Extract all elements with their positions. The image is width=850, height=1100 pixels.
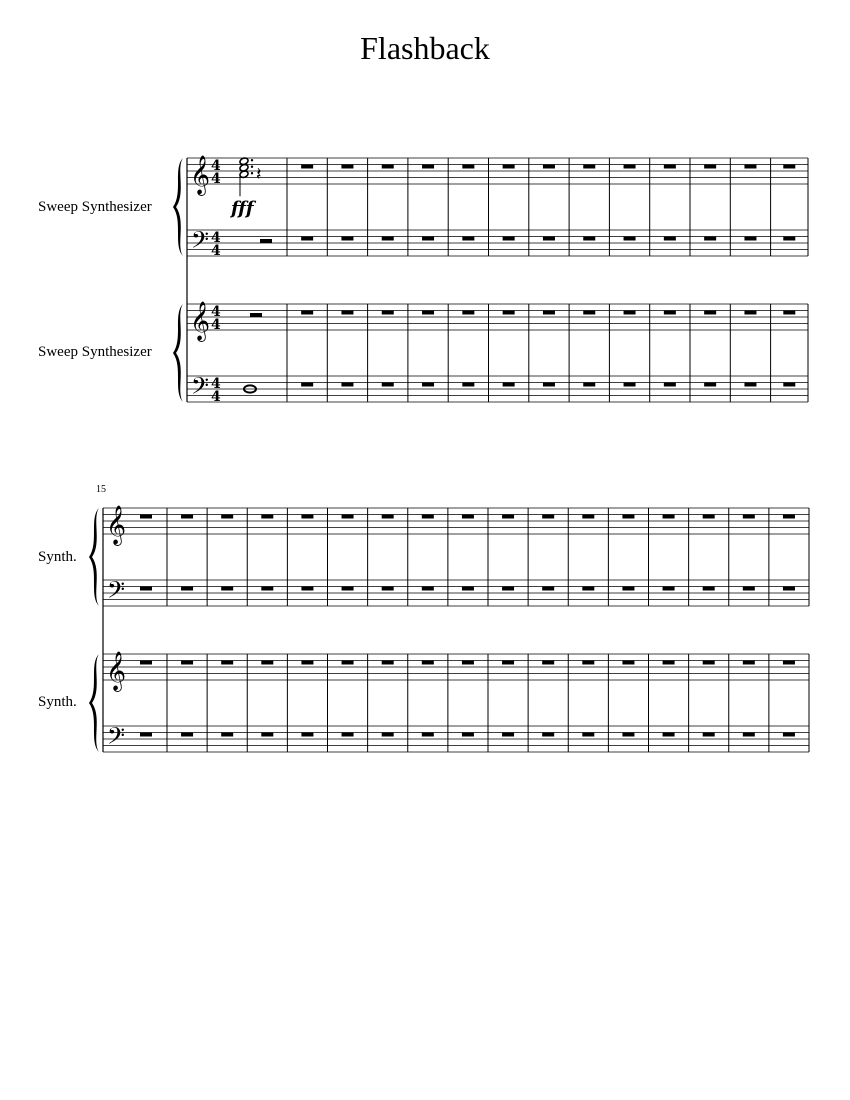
whole-rest	[503, 165, 515, 169]
whole-rest	[301, 383, 313, 387]
whole-rest	[582, 587, 594, 591]
whole-rest	[261, 515, 273, 519]
whole-rest	[503, 311, 515, 315]
whole-rest	[301, 661, 313, 665]
whole-rest	[261, 587, 273, 591]
whole-rest	[622, 661, 634, 665]
whole-rest	[703, 661, 715, 665]
dynamic-fff: fff	[231, 198, 254, 219]
whole-rest	[663, 661, 675, 665]
whole-rest	[382, 661, 394, 665]
whole-rest	[664, 165, 676, 169]
whole-rest	[704, 311, 716, 315]
whole-rest	[502, 661, 514, 665]
time-signature-top: 4	[211, 230, 221, 246]
whole-rest	[462, 515, 474, 519]
whole-rest	[664, 311, 676, 315]
brace	[173, 158, 183, 256]
whole-rest	[744, 237, 756, 241]
whole-rest	[663, 733, 675, 737]
whole-rest	[342, 733, 354, 737]
whole-rest	[664, 237, 676, 241]
whole-rest	[503, 383, 515, 387]
treble-clef-icon: 𝄞	[106, 505, 127, 545]
whole-rest	[783, 733, 795, 737]
whole-rest	[503, 237, 515, 241]
whole-rest	[622, 515, 634, 519]
whole-rest	[783, 661, 795, 665]
time-signature-top: 4	[211, 304, 221, 320]
whole-rest	[542, 587, 554, 591]
whole-rest	[582, 661, 594, 665]
part-label-system2-part2: Synth.	[38, 694, 77, 710]
whole-rest	[582, 515, 594, 519]
whole-rest	[704, 165, 716, 169]
whole-rest	[181, 733, 193, 737]
whole-rest	[783, 587, 795, 591]
bass-clef-icon: 𝄢	[107, 576, 126, 609]
whole-rest	[624, 165, 636, 169]
treble-clef-icon: 𝄞	[106, 651, 127, 691]
whole-rest	[422, 733, 434, 737]
whole-rest	[502, 587, 514, 591]
bass-clef-icon: 𝄢	[191, 226, 210, 259]
whole-rest	[583, 165, 595, 169]
whole-rest	[301, 733, 313, 737]
time-signature-bottom: 4	[211, 317, 221, 333]
whole-rest	[583, 383, 595, 387]
whole-rest	[422, 661, 434, 665]
whole-rest	[664, 383, 676, 387]
whole-rest	[624, 237, 636, 241]
whole-rest	[703, 515, 715, 519]
whole-rest	[140, 587, 152, 591]
whole-rest	[663, 515, 675, 519]
whole-rest	[341, 165, 353, 169]
whole-rest	[221, 515, 233, 519]
whole-rest	[301, 515, 313, 519]
whole-rest	[744, 383, 756, 387]
whole-rest	[382, 237, 394, 241]
whole-rest	[342, 661, 354, 665]
whole-rest	[382, 383, 394, 387]
whole-rest	[783, 311, 795, 315]
whole-rest	[382, 733, 394, 737]
whole-rest	[462, 165, 474, 169]
whole-rest	[704, 237, 716, 241]
whole-rest	[422, 165, 434, 169]
half-rest	[250, 313, 262, 317]
whole-rest	[301, 311, 313, 315]
bass-clef-icon: 𝄢	[191, 372, 210, 405]
whole-rest	[582, 733, 594, 737]
whole-rest	[663, 587, 675, 591]
whole-rest	[261, 733, 273, 737]
whole-rest	[181, 661, 193, 665]
whole-rest	[542, 661, 554, 665]
part-label-system1-part2: Sweep Synthesizer	[38, 344, 152, 360]
whole-rest	[341, 237, 353, 241]
whole-rest	[261, 661, 273, 665]
whole-rest	[181, 587, 193, 591]
whole-rest	[181, 515, 193, 519]
whole-rest	[743, 587, 755, 591]
whole-rest	[744, 165, 756, 169]
half-rest	[260, 239, 272, 243]
time-signature-top: 4	[211, 376, 221, 392]
whole-rest	[622, 733, 634, 737]
whole-rest	[422, 587, 434, 591]
whole-rest	[462, 311, 474, 315]
whole-rest	[301, 587, 313, 591]
whole-rest	[140, 733, 152, 737]
measure-number: 15	[96, 484, 106, 495]
whole-rest	[221, 587, 233, 591]
whole-rest	[543, 237, 555, 241]
whole-rest	[462, 733, 474, 737]
whole-rest	[783, 515, 795, 519]
whole-rest	[341, 311, 353, 315]
part-label-system2-part1: Synth.	[38, 549, 77, 565]
time-signature-top: 4	[211, 158, 221, 174]
whole-rest	[542, 733, 554, 737]
quarter-rest-icon: 𝄽	[256, 164, 262, 185]
augmentation-dot	[251, 159, 253, 161]
treble-clef-icon: 𝄞	[190, 301, 211, 341]
whole-rest	[462, 237, 474, 241]
whole-rest	[382, 165, 394, 169]
whole-rest	[301, 165, 313, 169]
whole-rest	[382, 587, 394, 591]
whole-rest	[703, 733, 715, 737]
whole-rest	[342, 587, 354, 591]
whole-rest	[783, 165, 795, 169]
whole-rest	[743, 733, 755, 737]
whole-rest	[502, 733, 514, 737]
whole-rest	[622, 587, 634, 591]
whole-rest	[422, 311, 434, 315]
bass-clef-icon: 𝄢	[107, 722, 126, 755]
whole-rest	[221, 733, 233, 737]
whole-rest	[583, 311, 595, 315]
augmentation-dot	[251, 166, 253, 168]
whole-rest	[744, 311, 756, 315]
brace	[173, 304, 183, 402]
whole-rest	[743, 661, 755, 665]
whole-rest	[783, 237, 795, 241]
whole-rest	[462, 587, 474, 591]
time-signature-bottom: 4	[211, 243, 221, 259]
whole-rest	[583, 237, 595, 241]
whole-rest	[140, 515, 152, 519]
whole-rest	[382, 311, 394, 315]
treble-clef-icon: 𝄞	[190, 155, 211, 195]
whole-rest	[140, 661, 152, 665]
part-label-system1-part1: Sweep Synthesizer	[38, 199, 152, 215]
whole-rest	[301, 237, 313, 241]
score-title: Flashback	[360, 30, 490, 66]
whole-rest	[382, 515, 394, 519]
whole-rest	[704, 383, 716, 387]
whole-rest	[543, 311, 555, 315]
whole-rest	[743, 515, 755, 519]
whole-rest	[624, 383, 636, 387]
brace	[89, 508, 99, 606]
whole-rest	[543, 383, 555, 387]
augmentation-dot	[251, 172, 253, 174]
whole-rest	[422, 383, 434, 387]
time-signature-bottom: 4	[211, 389, 221, 405]
whole-rest	[624, 311, 636, 315]
whole-rest	[502, 515, 514, 519]
whole-rest	[543, 165, 555, 169]
brace	[89, 654, 99, 752]
whole-rest	[462, 383, 474, 387]
whole-rest	[542, 515, 554, 519]
whole-rest	[341, 383, 353, 387]
whole-rest	[462, 661, 474, 665]
time-signature-bottom: 4	[211, 171, 221, 187]
whole-rest	[422, 515, 434, 519]
whole-rest	[342, 515, 354, 519]
whole-rest	[703, 587, 715, 591]
whole-rest	[422, 237, 434, 241]
whole-rest	[221, 661, 233, 665]
whole-rest	[783, 383, 795, 387]
